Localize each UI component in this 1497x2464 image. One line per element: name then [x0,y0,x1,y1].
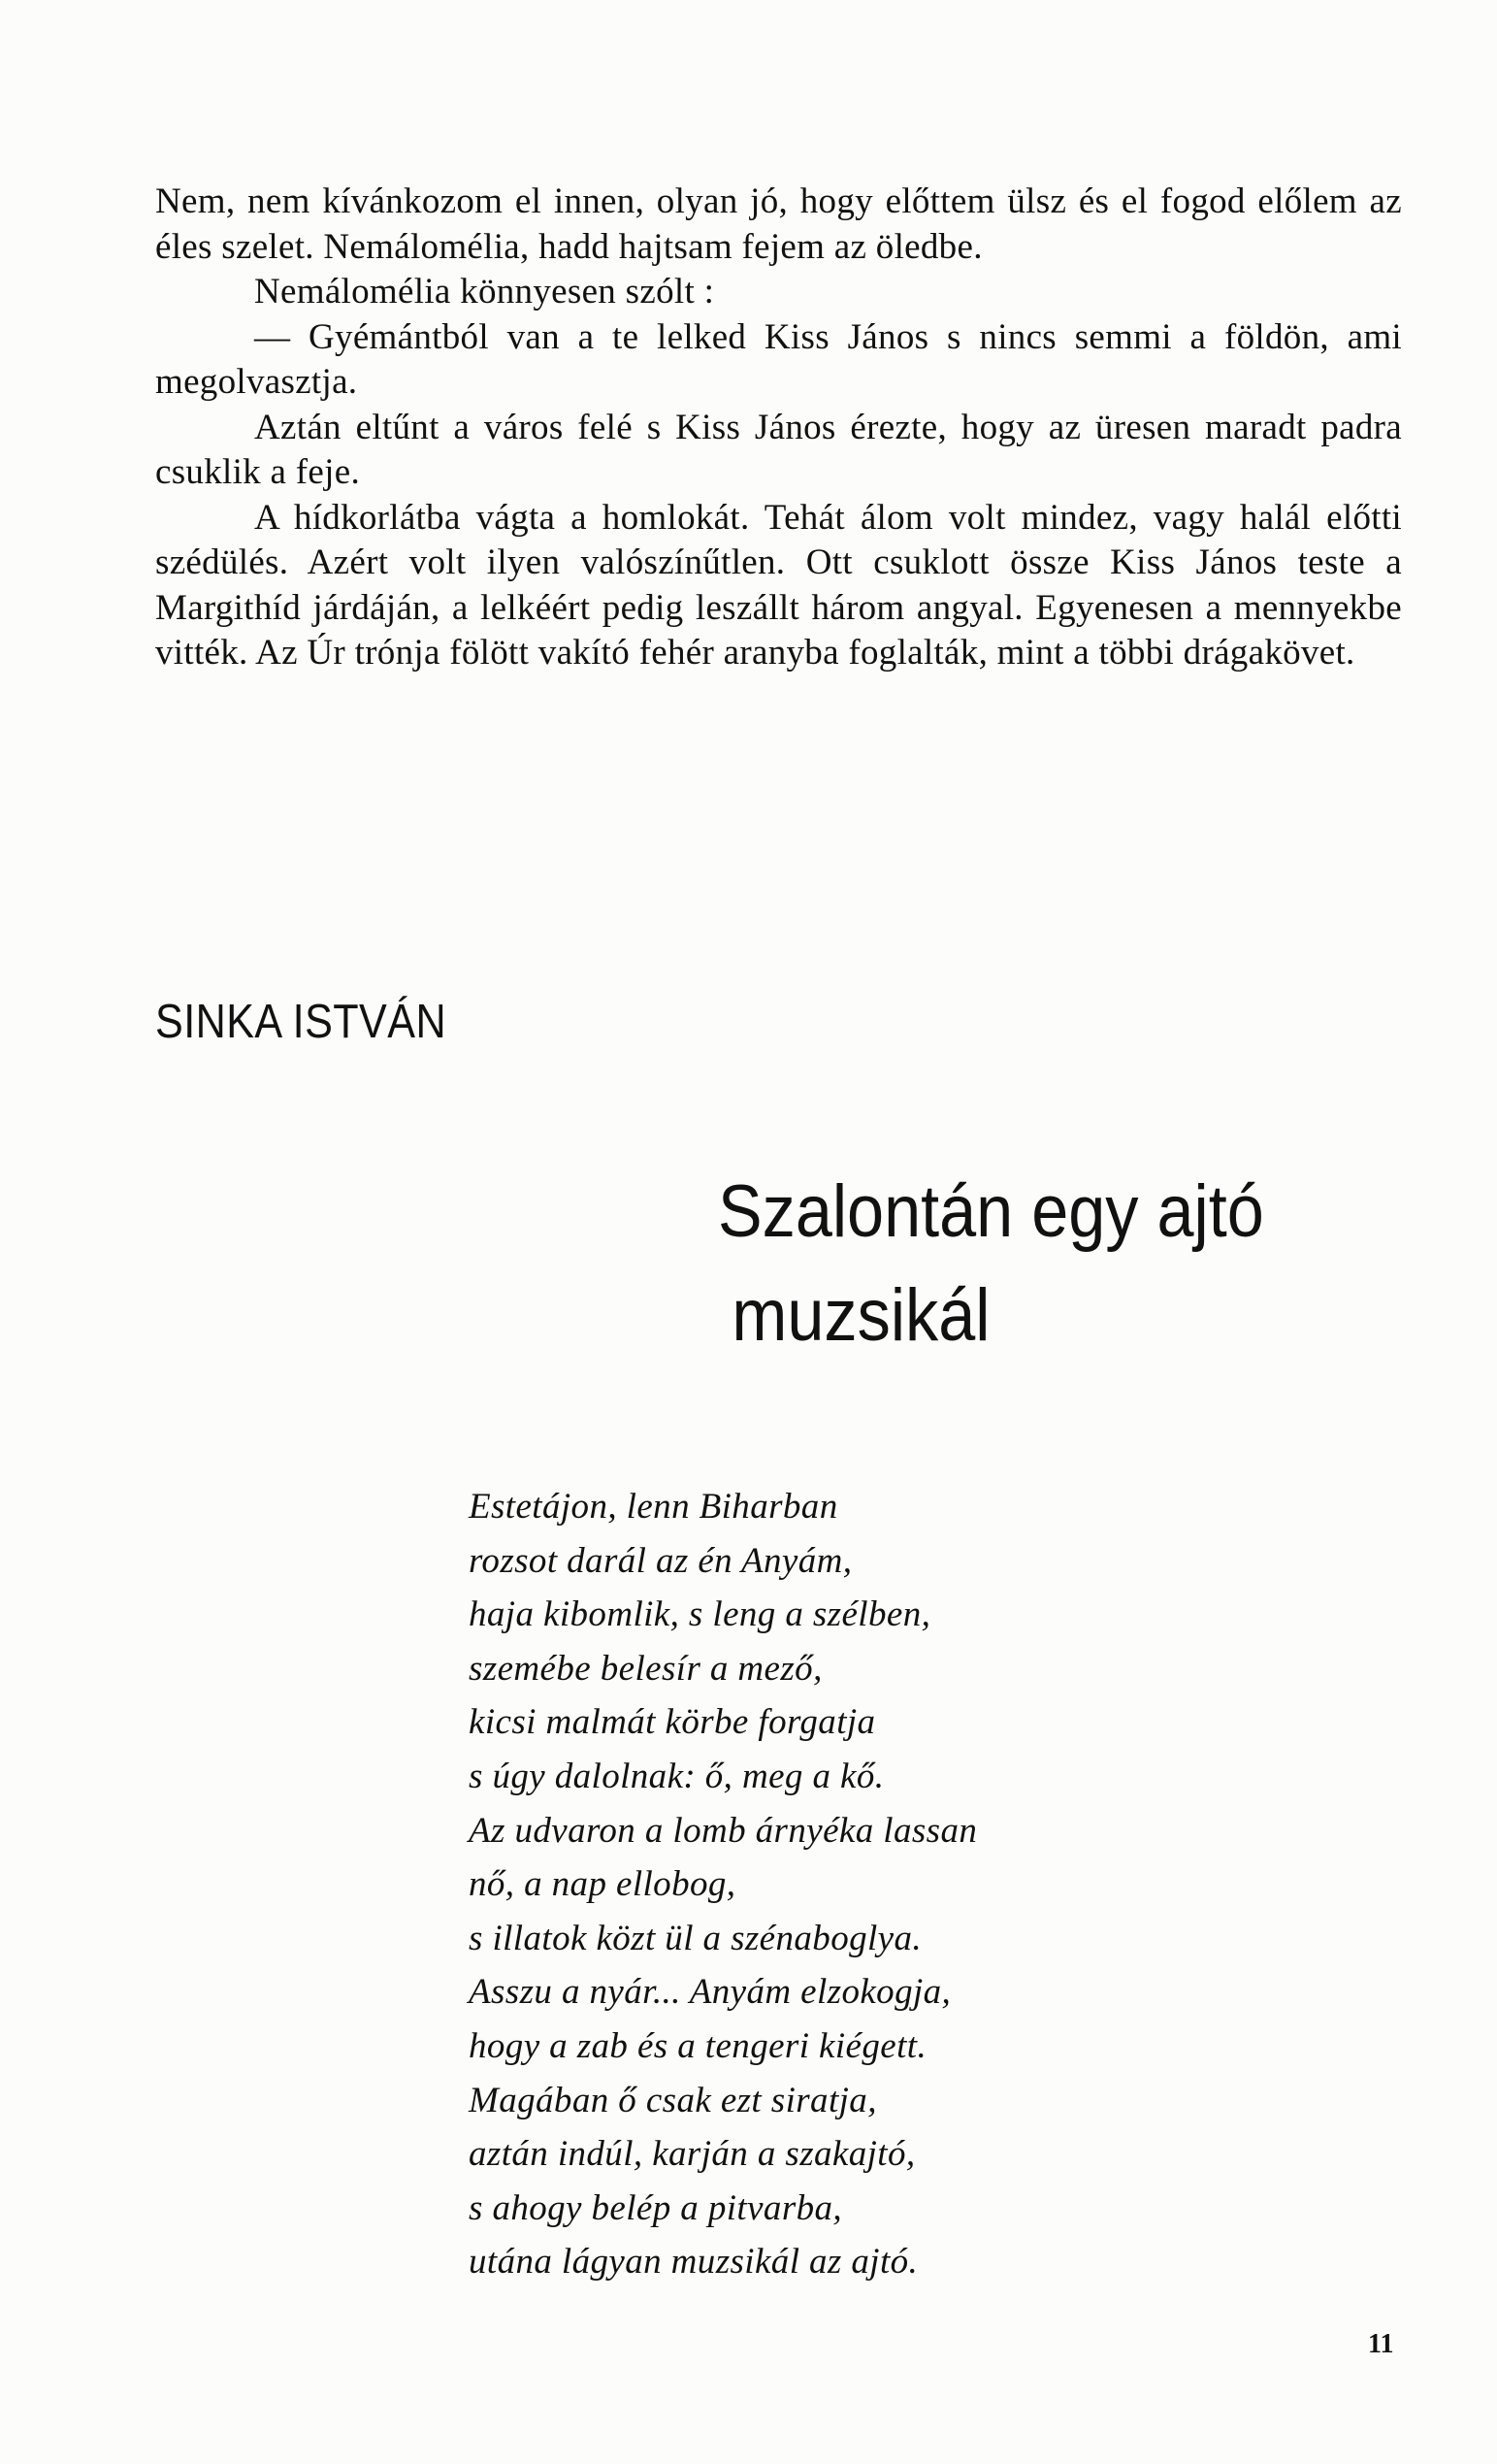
poem-line: Asszu a nyár... Anyám elzokogja, [469,1972,952,2013]
page-number: 11 [1368,2329,1394,2359]
prose-paragraph: Nemálomélia könnyesen szólt : [254,272,715,312]
prose-paragraph: Aztán eltűnt a város felé s Kiss János érezte, hogy az üresen maradt padra csuklik a feje. [155,407,1402,492]
poem-line: szemébe belesír a mező, [469,1648,823,1689]
prose-paragraph: Nem, nem kívánkozom el innen, olyan jó, hogy előttem ülsz és el fogod előlem az éles szelet. Nemálomélia, hadd hajtsam fejem az öledbe. [155,181,1402,267]
poem-line: Estetájon, lenn Biharban [469,1487,838,1527]
poem-line: utána lágyan muzsikál az ajtó. [469,2242,919,2283]
poem-title-line: Szalontán egy ajtó [718,1170,1264,1253]
poem-line: Az udvaron a lomb árnyéka lassan [469,1810,978,1851]
poem-line: haja kibomlik, s leng a szélben, [469,1594,931,1635]
poem-body [469,1480,977,2289]
author-name: SINKA ISTVÁN [155,996,447,1048]
prose-paragraph: — Gyémántból van a te lelked Kiss János s nincs semmi a földön, ami megolvasztja. [155,316,1402,402]
poem-line: hogy a zab és a tengeri kiégett. [469,2025,927,2066]
poem-line: nő, a nap ellobog, [469,1864,736,1905]
poem-line: kicsi malmát körbe forgatja [469,1702,876,1743]
poem-line: s úgy dalolnak: ő, meg a kő. [469,1756,885,1796]
prose-paragraph: A hídkorlátba vágta a homlokát. Tehát álom volt mindez, vagy halál előtti szédülés. Azért volt ilyen valószínűtlen. Ott csuklott össze Kiss János teste a Margithíd járdáján, a lelkéért pedig leszállt három angyal. Egyenesen a mennyekbe vitték. Az Úr trónja fölött vakító fehér aranyba foglalták, mint a többi drágakövet. [155,497,1402,673]
poem-line: rozsot darál az én Anyám, [469,1540,853,1581]
poem-title-line: muzsikál [732,1274,991,1357]
poem-line: s illatok közt ül a szénaboglya. [469,1918,923,1958]
prose-section [155,180,1402,676]
poem-line: aztán indúl, karján a szakajtó, [469,2134,916,2175]
poem-line: Magában ő csak ezt siratja, [469,2080,877,2120]
poem-title [718,1160,1382,1367]
poem-line: s ahogy belép a pitvarba, [469,2187,843,2228]
